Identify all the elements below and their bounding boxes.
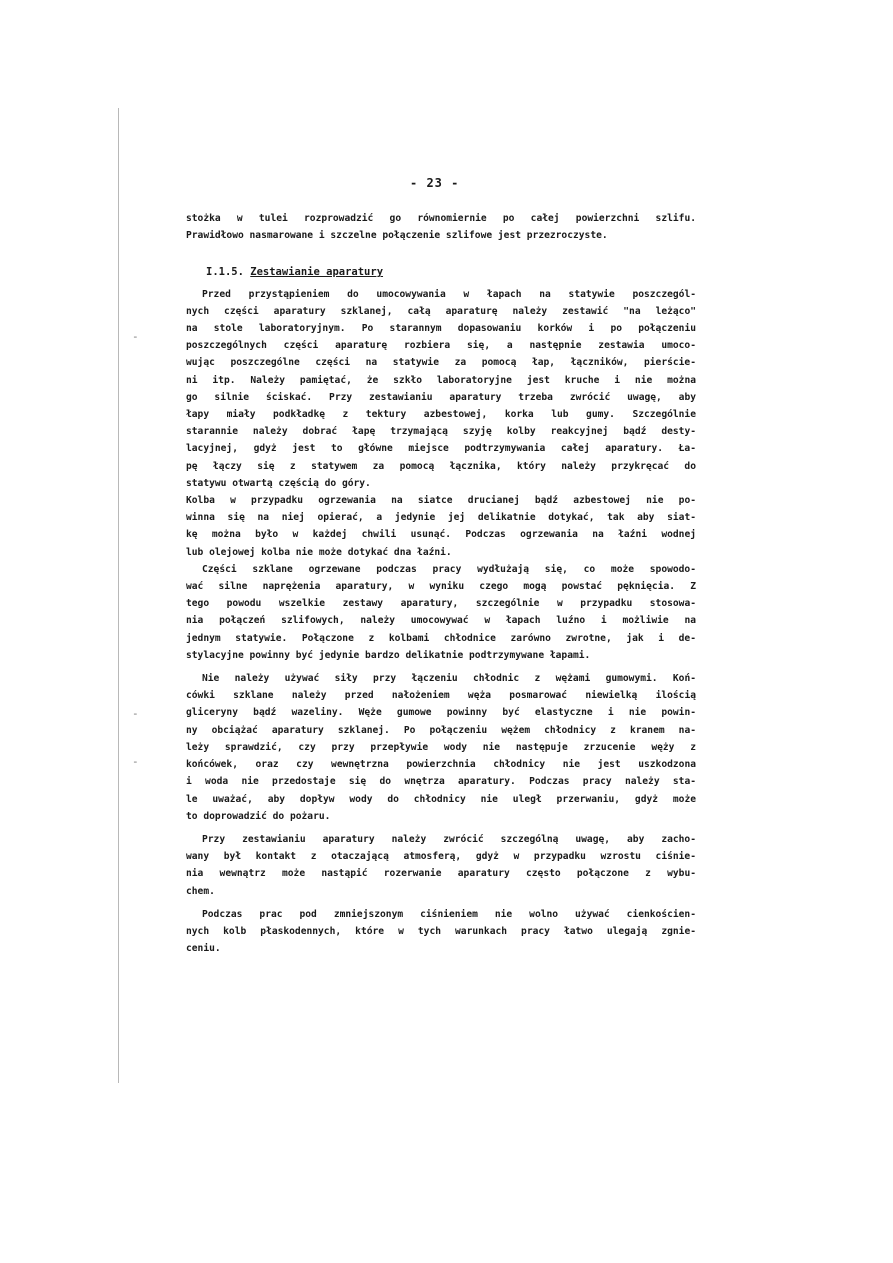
text-line: Prawidłowo nasmarowane i szczelne połączenie szlifowe jest przezroczyste. bbox=[186, 230, 608, 242]
text-line: Nie należy używać siły przy łączeniu chłodnic z wężami gumowymi. Koń- bbox=[202, 673, 696, 685]
section-heading bbox=[186, 264, 696, 281]
text-line: wany był kontakt z otaczającą atmosferą, gdyż w przypadku wzrostu ciśnie- bbox=[186, 851, 696, 863]
margin-mark: - bbox=[132, 707, 139, 720]
text-line: poszczególnych części aparaturę rozbiera się, a następnie zestawia umoco- bbox=[186, 340, 696, 352]
text-line: winna się na niej opierać, a jedynie jej delikatnie dotykać, tak aby siat- bbox=[186, 512, 696, 524]
text-line: go silnie ściskać. Przy zestawianiu aparatury trzeba zwrócić uwagę, aby bbox=[186, 391, 696, 403]
text-line: Podczas prac pod zmniejszonym ciśnieniem nie wolno używać cienkościen- bbox=[202, 908, 696, 920]
text-line: lub olejowej kolba nie może dotykać dna łaźni. bbox=[186, 546, 452, 558]
paragraph bbox=[186, 492, 696, 561]
page-number: - 23 - bbox=[410, 176, 460, 190]
text-line: chem. bbox=[186, 885, 215, 897]
paragraph bbox=[186, 670, 696, 825]
text-line: nych kolb płaskodennych, które w tych warunkach pracy łatwo ulegają zgnie- bbox=[186, 925, 696, 937]
text-line: nia wewnątrz może nastąpić rozerwanie aparatury często połączone z wybu- bbox=[186, 868, 696, 880]
text-line: kę można było w każdej chwili usunąć. Podczas ogrzewania na łaźni wodnej bbox=[186, 529, 696, 541]
text-line: końcówek, oraz czy wewnętrzna powierzchnia chłodnicy nie jest uszkodzona bbox=[186, 759, 696, 771]
text-line: leży sprawdzić, czy przy przepływie wody nie następuje zrzucenie węży z bbox=[186, 741, 696, 753]
section-number: I.1.5. bbox=[206, 266, 244, 279]
text-line: nych części aparatury szklanej, całą aparaturę należy zestawić "na leżąco" bbox=[186, 305, 696, 317]
text-line: cówki szklane należy przed nałożeniem węża posmarować niewielką ilością bbox=[186, 690, 696, 702]
margin-mark: - bbox=[132, 755, 139, 768]
text-line: Części szklane ogrzewane podczas pracy wydłużają się, co może spowodo- bbox=[202, 563, 696, 575]
paragraph bbox=[186, 906, 696, 958]
text-line: na stole laboratoryjnym. Po starannym dopasowaniu korków i po połączeniu bbox=[186, 323, 696, 335]
text-line: lacyjnej, gdyż jest to główne miejsce podtrzymywania całej aparatury. Ła- bbox=[186, 443, 696, 455]
text-line: Kolba w przypadku ogrzewania na siatce drucianej bądź azbestowej nie po- bbox=[186, 495, 696, 507]
paragraph bbox=[186, 286, 696, 492]
text-line: starannie należy dobrać łapę trzymającą szyję kolby reakcyjnej bądź desty- bbox=[186, 426, 696, 438]
text-line: tego powodu wszelkie zestawy aparatury, szczególnie w przypadku stosowa- bbox=[186, 598, 696, 610]
text-line: jednym statywie. Połączone z kolbami chłodnice zarówno zwrotne, jak i de- bbox=[186, 632, 696, 644]
text-line: ceniu. bbox=[186, 943, 221, 955]
text-line: ny obciążać aparatury szklanej. Po połączeniu wężem chłodnicy z kranem na- bbox=[186, 724, 696, 736]
text-line: Przed przystąpieniem do umocowywania w łapach na statywie poszczegól- bbox=[202, 288, 696, 300]
section-title: Zestawianie aparatury bbox=[250, 266, 384, 279]
text-line: Przy zestawianiu aparatury należy zwrócić szczególną uwagę, aby zacho- bbox=[202, 833, 696, 845]
paragraph bbox=[186, 561, 696, 664]
document-body bbox=[186, 210, 696, 957]
text-line: gliceryny bądź wazeliny. Węże gumowe powinny być elastyczne i nie powin- bbox=[186, 707, 696, 719]
text-line: wując poszczególne części na statywie za pomocą łap, łączników, pierście- bbox=[186, 357, 696, 369]
text-line: stylacyjne powinny być jedynie bardzo delikatnie podtrzymywane łapami. bbox=[186, 649, 591, 661]
continuation-paragraph bbox=[186, 210, 696, 244]
text-line: łapy miały podkładkę z tektury azbestowej, korka lub gumy. Szczególnie bbox=[186, 409, 696, 421]
paragraph bbox=[186, 831, 696, 900]
margin-mark: - bbox=[132, 330, 139, 343]
text-line: wać silne naprężenia aparatury, w wyniku czego mogą powstać pęknięcia. Z bbox=[186, 581, 696, 593]
text-line: i woda nie przedostaje się do wnętrza aparatury. Podczas pracy należy sta- bbox=[186, 776, 696, 788]
paragraph-list bbox=[186, 286, 696, 958]
text-line: pę łączy się z statywem za pomocą łącznika, który należy przykręcać do bbox=[186, 460, 696, 472]
text-line: statywu otwartą częścią do góry. bbox=[186, 477, 371, 489]
text-line: le uważać, aby dopływ wody do chłodnicy nie uległ przerwaniu, gdyż może bbox=[186, 793, 696, 805]
left-margin-rule bbox=[118, 108, 119, 1083]
text-line: stożka w tulei rozprowadzić go równomiernie po całej powierzchni szlifu. bbox=[186, 213, 696, 224]
text-line: nia połączeń szlifowych, należy umocowywać w łapach luźno i możliwie na bbox=[186, 615, 696, 627]
text-line: to doprowadzić do pożaru. bbox=[186, 810, 331, 822]
text-line: ni itp. Należy pamiętać, że szkło laboratoryjne jest kruche i nie można bbox=[186, 374, 696, 386]
